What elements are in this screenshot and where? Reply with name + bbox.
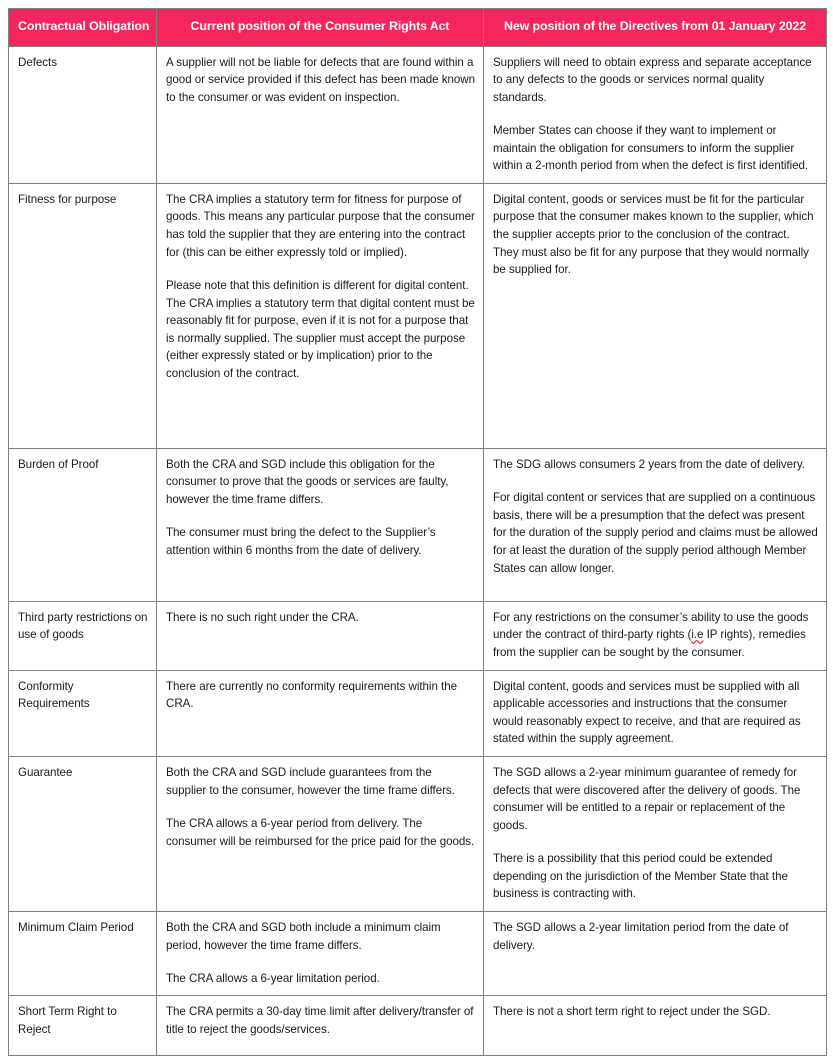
cell-current-position: [157, 996, 484, 1056]
cell-current-position: [157, 46, 484, 183]
cell-contractual-obligation: Conformity Requirements: [9, 670, 157, 756]
cell-new-position: [484, 670, 827, 756]
paragraph: The consumer must bring the defect to the Supplier’s attention within 6 months from the date of delivery.: [166, 526, 436, 557]
cell-current-position: [157, 448, 484, 601]
cell-current-position: [157, 670, 484, 756]
paragraph: The SGD allows a 2-year limitation period from the date of delivery.: [493, 921, 789, 952]
table-header-row: [9, 9, 827, 47]
table-row: [9, 670, 827, 756]
cell-new-position: [484, 448, 827, 601]
paragraph: The CRA allows a 6-year limitation period.: [166, 971, 380, 985]
paragraph: There is no such right under the CRA.: [166, 610, 359, 624]
column-header-contractual-obligation: Contractual Obligation: [9, 9, 157, 47]
table-row: [9, 183, 827, 448]
cell-contractual-obligation: Guarantee: [9, 757, 157, 912]
cell-new-position: [484, 46, 827, 183]
cell-contractual-obligation: Defects: [9, 46, 157, 183]
column-header-current-position: Current position of the Consumer Rights Act: [157, 9, 484, 47]
paragraph: For any restrictions on the consumer’s ability to use the goods under the contract of third-party rights (i.e IP rights), remedies from the supplier can be sought by the consumer.: [493, 610, 809, 660]
paragraph: Suppliers will need to obtain express and separate acceptance to any defects to the goods or services normal quality standards.: [493, 55, 812, 104]
paragraph: The CRA allows a 6-year period from delivery. The consumer will be reimbursed for the price paid for the goods.: [166, 816, 475, 848]
cell-current-position: [157, 601, 484, 670]
paragraph: Both the CRA and SGD both include a minimum claim period, however the time frame differs.: [166, 921, 441, 952]
paragraph: Both the CRA and SGD include this obligation for the consumer to prove that the goods or services are faulty, however the time frame differs.: [166, 457, 449, 507]
paragraph: There is a possibility that this period could be extended depending on the jurisdiction of the Member State that the business is contracting with.: [493, 852, 788, 901]
paragraph: The SDG allows consumers 2 years from the date of delivery.: [493, 457, 805, 471]
cell-new-position: [484, 601, 827, 670]
cell-current-position: [157, 757, 484, 912]
table-row: [9, 46, 827, 183]
cell-new-position: [484, 183, 827, 448]
paragraph: Both the CRA and SGD include guarantees from the supplier to the consumer, however the time frame differs.: [166, 766, 455, 797]
cell-contractual-obligation: Third party restrictions on use of goods: [9, 601, 157, 670]
cell-contractual-obligation: Burden of Proof: [9, 448, 157, 601]
comparison-table: [8, 8, 827, 1056]
paragraph: For digital content or services that are supplied on a continuous basis, there will be a presumption that the defect was present for the duration of the supply period and claims must be allowed for at least the duration of the supply period although Member States can allow longer.: [493, 491, 818, 575]
paragraph: A supplier will not be liable for defects that are found within a good or service provided if this defect has been made known to the consumer or was evident on inspection.: [166, 55, 475, 104]
table-header: [9, 9, 827, 47]
table-row: [9, 912, 827, 996]
paragraph: The CRA permits a 30-day time limit after delivery/transfer of title to reject the goods/services.: [166, 1005, 474, 1037]
cell-contractual-obligation: Minimum Claim Period: [9, 912, 157, 996]
paragraph: There are currently no conformity requirements within the CRA.: [166, 679, 457, 711]
table-row: [9, 996, 827, 1056]
paragraph: Please note that this definition is different for digital content. The CRA implies a statutory term that digital content must be reasonably fit for purpose, even if it is not for a purpose that is normally supplied. The supplier must accept the purpose (either expressly stated or by implication) prior to the conclusion of the contract.: [166, 278, 475, 380]
cell-current-position: [157, 912, 484, 996]
cell-new-position: [484, 912, 827, 996]
paragraph: The SGD allows a 2-year minimum guarantee of remedy for defects that were discovered after the delivery of goods. The consumer will be entitled to a repair or replacement of the goods.: [493, 766, 801, 832]
table-row: [9, 601, 827, 670]
table-row: [9, 757, 827, 912]
cell-current-position: [157, 183, 484, 448]
table-row: [9, 448, 827, 601]
paragraph: Digital content, goods or services must be fit for the particular purpose that the consumer makes known to the supplier, which the supplier accepts prior to the conclusion of the contract. They must also be fit for any purpose that they would normally be supplied for.: [493, 192, 814, 277]
paragraph: Member States can choose if they want to implement or maintain the obligation for consumers to inform the supplier within a 2-month period from when the defect is first identified.: [493, 123, 809, 173]
paragraph: Digital content, goods and services must be supplied with all applicable accessories and instructions that the consumer would reasonably expect to receive, and that are required as stated within the supply agreement.: [493, 679, 801, 746]
cell-contractual-obligation: Fitness for purpose: [9, 183, 157, 448]
cell-new-position: [484, 996, 827, 1056]
cell-contractual-obligation: Short Term Right to Reject: [9, 996, 157, 1056]
table-body: [9, 46, 827, 1056]
paragraph: The CRA implies a statutory term for fitness for purpose of goods. This means any particular purpose that the consumer has told the supplier that they are entering into the contract for (this can be either expressly told or implied).: [166, 192, 475, 259]
cell-new-position: [484, 757, 827, 912]
column-header-new-position: New position of the Directives from 01 January 2022: [484, 9, 827, 47]
paragraph: There is not a short term right to reject under the SGD.: [493, 1005, 771, 1019]
